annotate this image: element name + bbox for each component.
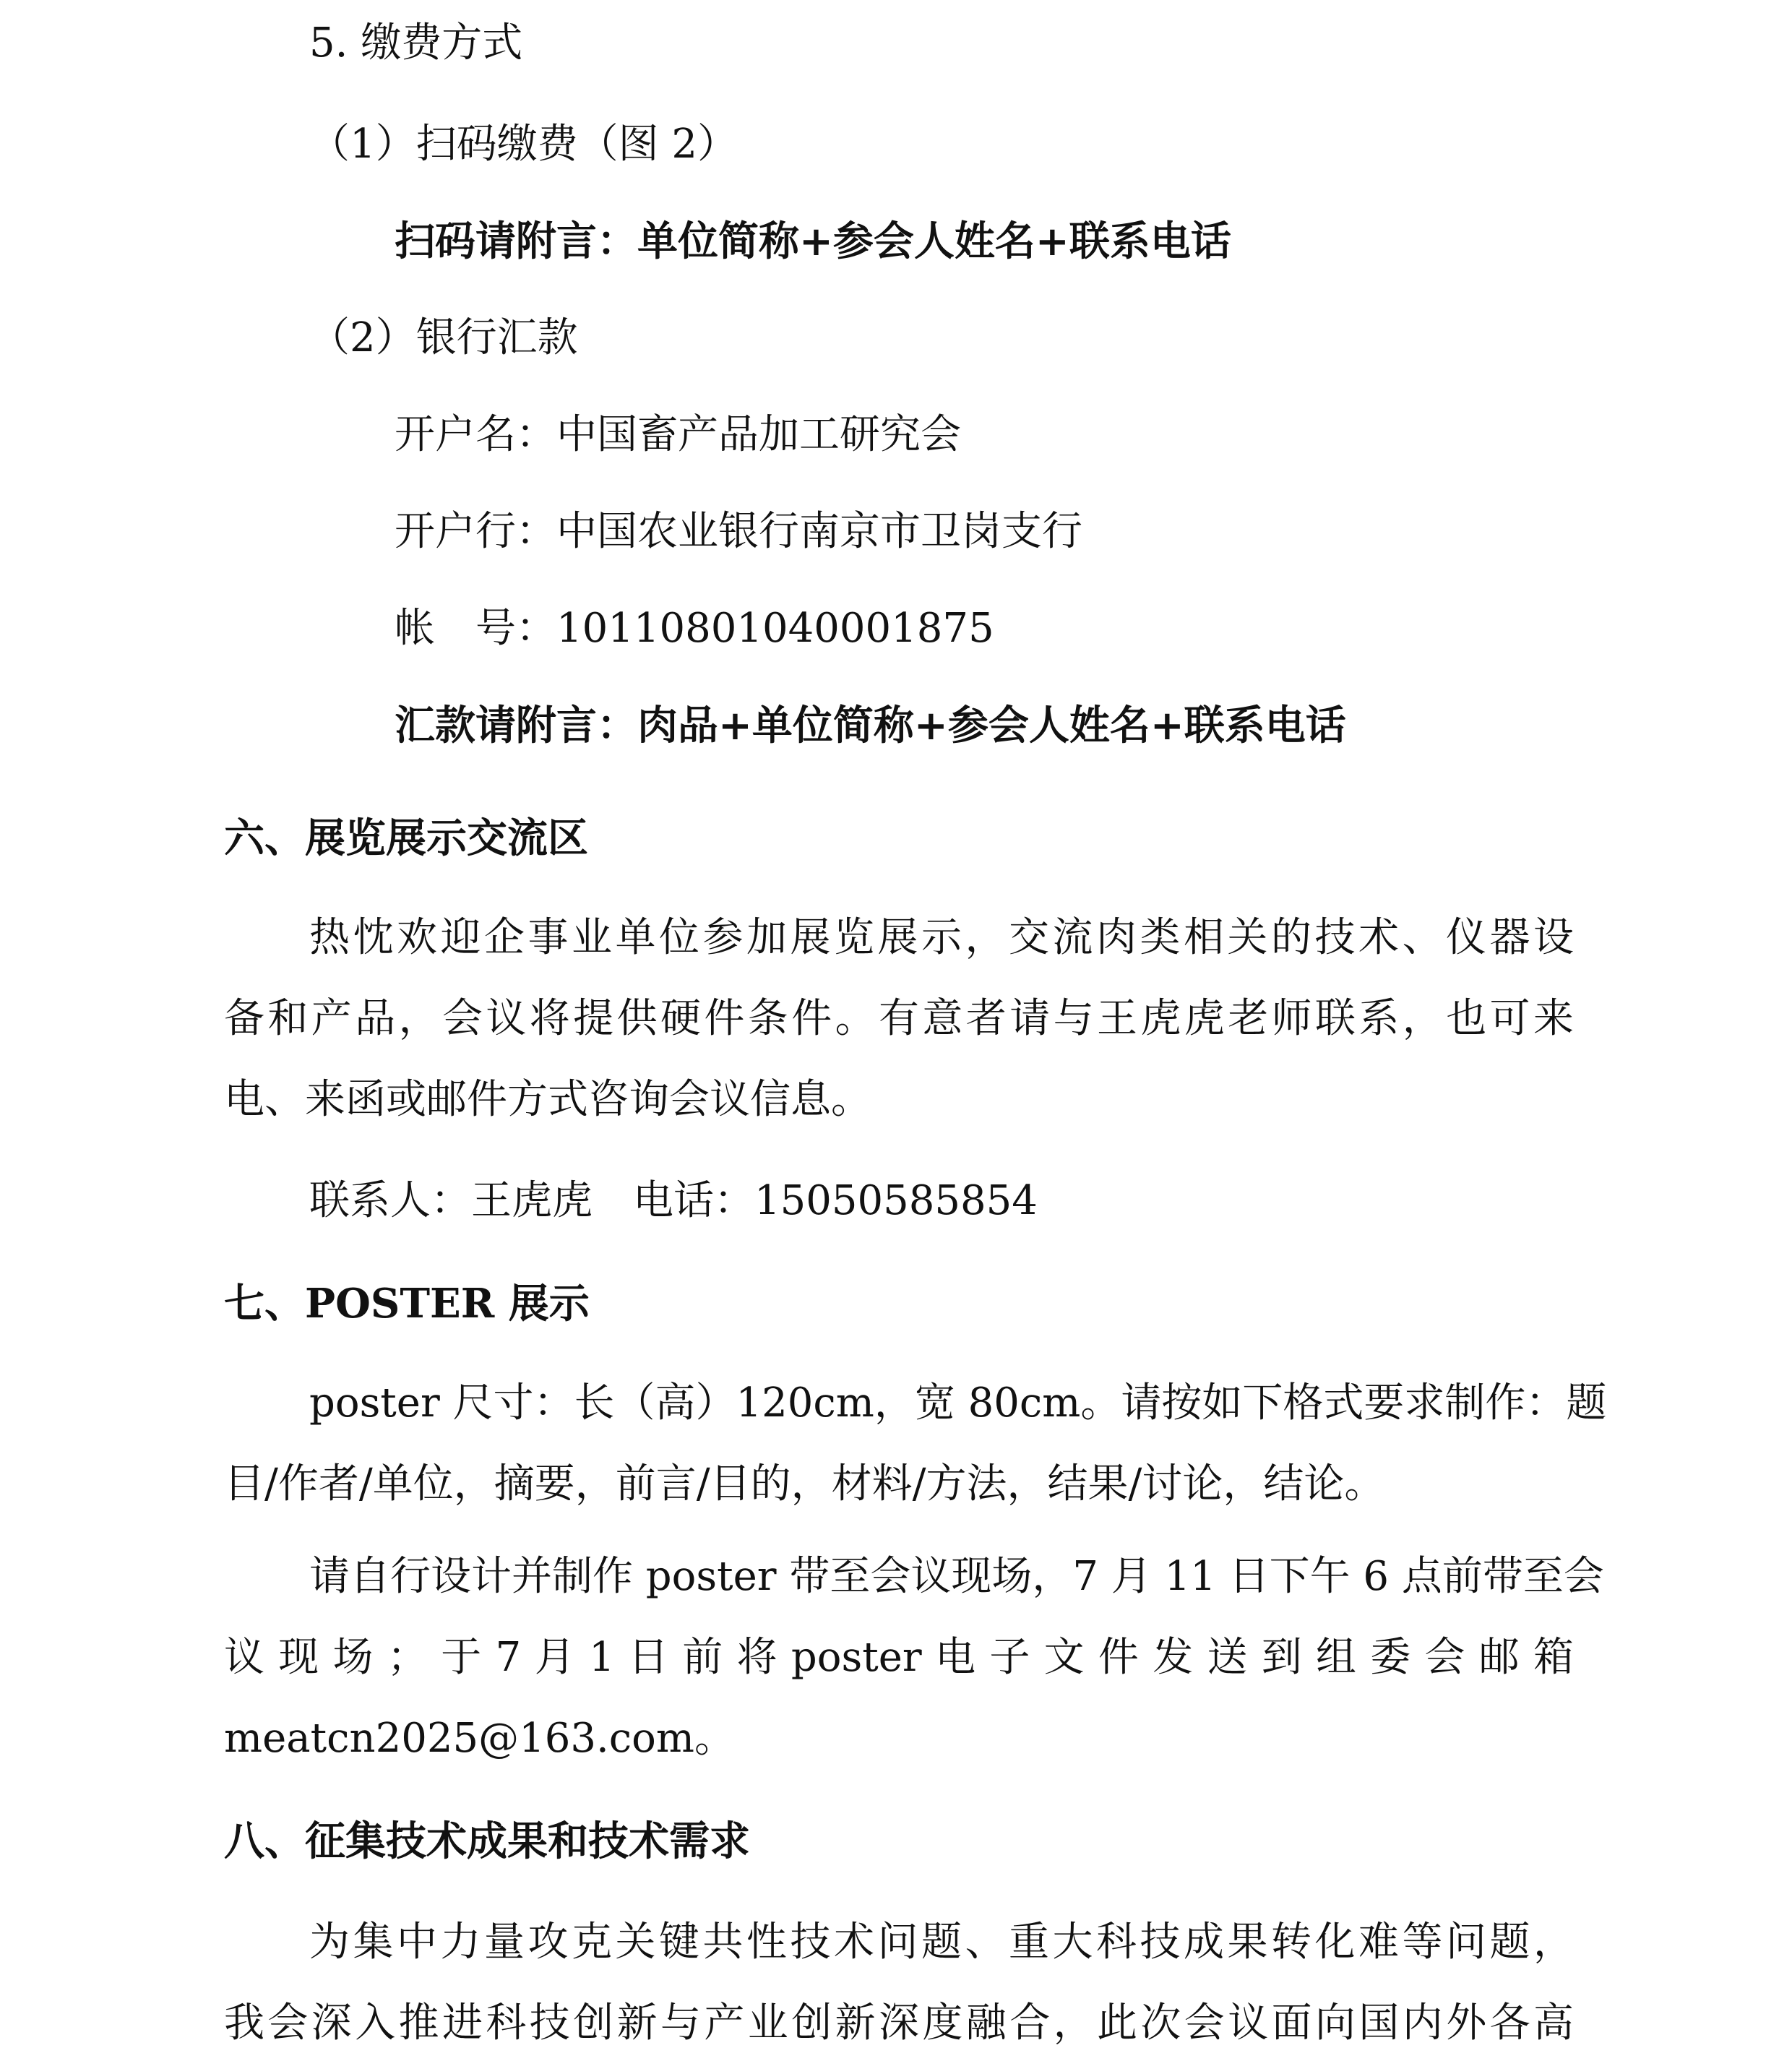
bank-transfer-title: （2）银行汇款 — [309, 314, 578, 361]
section-8-paragraph-line-1: 为集中力量攻克关键共性技术问题、重大科技成果转化难等问题， — [309, 1919, 1574, 1966]
section-7-heading: 七、POSTER 展示 — [224, 1280, 590, 1328]
bank-transfer-note: 汇款请附言：肉品+单位简称+参会人姓名+联系电话 — [395, 702, 1346, 749]
bank-name: 开户行：中国农业银行南京市卫岗支行 — [395, 508, 1082, 555]
scan-payment-note: 扫码请附言：单位简称+参会人姓名+联系电话 — [395, 218, 1231, 265]
section-7-paragraph-2-line-1: 请自行设计并制作 poster 带至会议现场，7 月 11 日下午 6 点前带至会 — [309, 1553, 1604, 1600]
scan-payment-title: （1）扫码缴费（图 2） — [309, 121, 738, 168]
account-number: 10110801040001875 — [556, 605, 994, 652]
section-7-paragraph-2-line-3: meatcn2025@163.com。 — [224, 1715, 735, 1762]
account-number-label: 帐 号： — [395, 605, 556, 652]
section-8-heading: 八、征集技术成果和技术需求 — [224, 1817, 750, 1865]
account-name: 开户名：中国畜产品加工研究会 — [395, 411, 961, 458]
section-7-paragraph-2-line-2: 议 现 场 ； 于 7 月 1 日 前 将 poster 电 子 文 件 发 送 到 组 委 会 邮 箱 — [224, 1634, 1574, 1681]
account-number-row — [395, 606, 994, 652]
section-6-paragraph-line-1: 热忱欢迎企事业单位参加展览展示，交流肉类相关的技术、仪器设 — [309, 914, 1574, 961]
exhibition-contact: 联系人：王虎虎 电话：15050585854 — [309, 1177, 1038, 1224]
section-6-heading: 六、展览展示交流区 — [224, 814, 588, 862]
section-7-paragraph-1-line-1: poster 尺寸：长（高）120cm，宽 80cm。请按如下格式要求制作：题 — [309, 1380, 1607, 1427]
section-7-paragraph-1-line-2: 目/作者/单位，摘要，前言/目的，材料/方法，结果/讨论，结论。 — [224, 1460, 1385, 1507]
section-8-paragraph-line-2: 我会深入推进科技创新与产业创新深度融合，此次会议面向国内外各高 — [224, 2000, 1574, 2047]
payment-heading: 5. 缴费方式 — [309, 20, 523, 66]
section-6-paragraph-line-2: 备和产品，会议将提供硬件条件。有意者请与王虎虎老师联系，也可来 — [224, 995, 1574, 1042]
section-6-paragraph-line-3: 电、来函或邮件方式咨询会议信息。 — [224, 1076, 871, 1123]
